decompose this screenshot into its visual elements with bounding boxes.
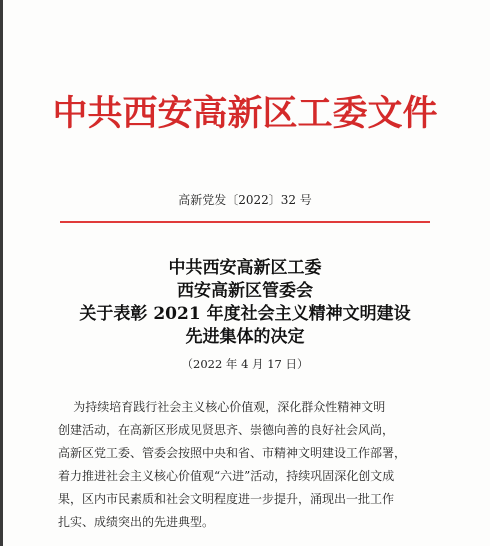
body-line-6: 扎实、成绩突出的先进典型。 xyxy=(58,515,215,529)
document-date: （2022 年 4 月 17 日） xyxy=(181,357,309,371)
body-line-2: 创建活动，在高新区形成见贤思齐、崇德向善的良好社会风尚， xyxy=(58,423,395,437)
document-title xyxy=(0,257,490,349)
title-line-1: 中共西安高新区工委 xyxy=(168,258,322,278)
red-header-title: 中共西安高新区工委文件 xyxy=(52,93,438,134)
body-line-1: 为持续培育践行社会主义核心价值观，深化群众性精神文明 xyxy=(58,400,386,414)
title-line-2: 西安高新区管委会 xyxy=(177,281,313,301)
title-line-4: 先进集体的决定 xyxy=(185,327,305,347)
title-line-3: 关于表彰 2021 年度社会主义精神文明建设 xyxy=(79,304,411,324)
body-line-5: 果，区内市民素质和社会文明程度进一步提升，涌现出一批工作 xyxy=(58,492,395,506)
body-line-3: 高新区党工委、管委会按照中央和省、市精神文明建设工作部署， xyxy=(58,446,407,460)
red-divider-line xyxy=(60,221,430,223)
body-line-4: 着力推进社会主义核心价值观“六进”活动，持续巩固深化创文成 xyxy=(58,469,395,483)
body-paragraph xyxy=(58,396,436,534)
document-number: 高新党发〔2022〕32 号 xyxy=(178,193,312,207)
